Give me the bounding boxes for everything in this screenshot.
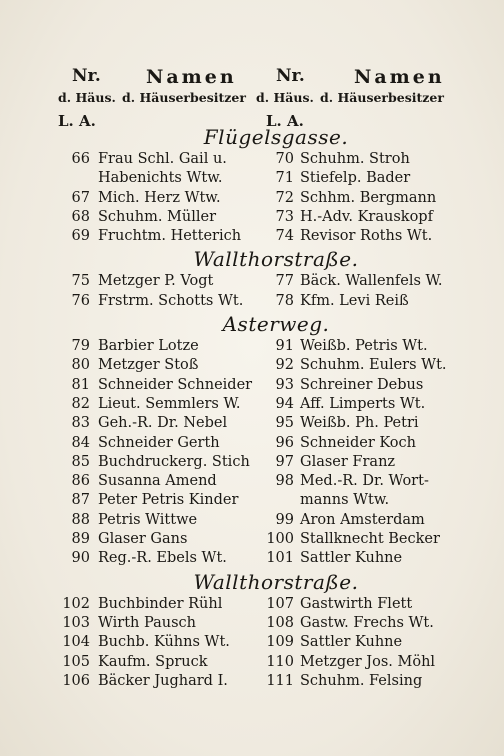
header-namen-right: Namen (354, 66, 445, 88)
owner-left: Fruchtm. Hetterich (98, 228, 242, 245)
owner-right: Stiefelp. Bader (300, 170, 411, 187)
owner-right: Gastw. Frechs Wt. (300, 614, 434, 631)
house-row (56, 208, 476, 227)
house-number-right: 78 (275, 292, 294, 309)
house-number-left: 105 (62, 653, 90, 670)
house-number-right: 93 (275, 376, 294, 393)
house-number-left: 82 (71, 395, 90, 412)
street-heading: Wallthorstraße. (193, 247, 359, 272)
owner-right: Aff. Limperts Wt. (300, 395, 426, 412)
house-number-right: 98 (275, 473, 294, 490)
owner-right: Schneider Koch (300, 434, 416, 451)
house-number-right: 96 (275, 434, 294, 451)
street-heading: Flügelsgasse. (203, 125, 349, 149)
house-row (56, 633, 476, 652)
owner-right: Stallknecht Becker (300, 531, 440, 548)
owner-right: Schreiner Debus (300, 376, 424, 393)
house-number-left: 83 (71, 415, 90, 432)
house-number-right: 109 (266, 634, 294, 651)
house-number-right: 100 (266, 531, 294, 548)
house-row (56, 434, 476, 453)
owner-left: Frstrm. Schotts Wt. (98, 292, 244, 309)
owner-right: Metzger Jos. Möhl (300, 653, 436, 670)
house-row (56, 150, 476, 169)
house-number-right: 99 (275, 511, 294, 528)
house-number-right: 111 (266, 672, 294, 689)
owner-left: Geh.-R. Dr. Nebel (98, 415, 228, 432)
owner-left: Glaser Gans (98, 531, 188, 548)
house-number-left: 106 (62, 672, 90, 689)
house-number-right: 91 (275, 338, 294, 355)
owner-left: Wirth Pausch (98, 614, 196, 631)
house-row (56, 272, 476, 291)
owner-left: Buchb. Kühns Wt. (98, 634, 230, 651)
house-number-left: 103 (62, 614, 90, 631)
house-number-right: 71 (275, 170, 294, 187)
house-number-left: 75 (71, 273, 90, 290)
owner-right: Weißb. Ph. Petri (300, 415, 419, 432)
house-row (56, 395, 476, 414)
house-row (56, 227, 476, 246)
house-number-right: 94 (275, 395, 294, 412)
house-number-right: 72 (275, 189, 294, 206)
header-la-left: L. A. (58, 112, 96, 130)
house-row (56, 337, 476, 356)
house-row (56, 653, 476, 672)
house-number-left: 84 (71, 434, 90, 451)
owner-left: Metzger P. Vogt (98, 273, 214, 290)
owner-left: Schuhm. Müller (98, 208, 217, 225)
owner-left: Schneider Schneider (98, 376, 253, 393)
owner-left: Metzger Stoß (98, 357, 199, 374)
header-namen-left: Namen (146, 66, 237, 88)
house-number-right: 110 (266, 653, 294, 670)
house-row (56, 169, 476, 188)
header-owner-right: d. Häuserbesitzer (320, 90, 444, 105)
house-row (56, 292, 476, 311)
owner-left: Bäcker Jughard I. (98, 672, 228, 689)
house-number-right: 95 (275, 415, 294, 432)
house-number-right: 74 (275, 228, 294, 245)
owner-right: Schuhm. Stroh (300, 151, 410, 167)
header-haus-left: d. Häus. (58, 90, 116, 105)
house-row (56, 356, 476, 375)
street-heading: Wallthorstraße. (193, 569, 359, 594)
house-number-left: 85 (71, 453, 90, 470)
owner-right: Glaser Franz (300, 453, 396, 470)
house-row (56, 614, 476, 633)
house-number-left: 86 (71, 473, 90, 490)
house-number-left: 80 (71, 357, 90, 374)
owner-right: Kfm. Levi Reiß (300, 292, 409, 309)
owner-left: Reg.-R. Ebels Wt. (98, 550, 227, 567)
owner-left: Mich. Herz Wtw. (98, 189, 221, 206)
owner-right: Schuhm. Eulers Wt. (300, 357, 447, 374)
house-number-left: 69 (71, 228, 90, 245)
house-number-left: 79 (71, 338, 90, 355)
street-heading: Asterweg. (222, 312, 330, 337)
house-row (56, 472, 476, 491)
house-number-left: 66 (71, 151, 90, 167)
column-header (58, 66, 478, 132)
house-row (56, 491, 476, 510)
house-number-left: 88 (71, 511, 90, 528)
header-haus-right: d. Häus. (256, 90, 314, 105)
owner-right: Aron Amsterdam (300, 511, 425, 528)
house-row (56, 453, 476, 472)
owner-left: Frau Schl. Gail u. (98, 151, 227, 167)
house-row (56, 376, 476, 395)
house-row (56, 549, 476, 568)
house-number-left: 76 (71, 292, 90, 309)
house-number-left: 89 (71, 531, 90, 548)
house-number-right: 97 (275, 453, 294, 470)
owner-right: H.-Adv. Krauskopf (300, 208, 433, 225)
owner-left: Peter Petris Kinder (98, 492, 239, 509)
house-row (56, 672, 476, 691)
owner-right: Bäck. Wallenfels W. (300, 273, 443, 290)
house-number-left: 87 (71, 492, 90, 509)
owner-left: Petris Wittwe (98, 511, 198, 528)
house-number-left: 68 (71, 208, 90, 225)
street-listing (56, 124, 476, 691)
house-number-right: 107 (266, 595, 294, 612)
house-row (56, 530, 476, 549)
house-number-left: 102 (62, 595, 90, 612)
header-owner-left: d. Häuserbesitzer (122, 90, 246, 105)
house-number-right: 77 (275, 273, 294, 290)
owner-left: Habenichts Wtw. (98, 170, 223, 187)
owner-right: Schhm. Bergmann (300, 189, 437, 206)
owner-right: Med.-R. Dr. Wort- (300, 473, 429, 490)
owner-right: Revisor Roths Wt. (300, 228, 433, 245)
house-number-right: 101 (266, 550, 294, 567)
house-row (56, 511, 476, 530)
house-number-right: 73 (275, 208, 294, 225)
header-la-right: L. A. (266, 112, 304, 130)
owner-left: Barbier Lotze (98, 338, 199, 355)
owner-right: Weißb. Petris Wt. (300, 338, 428, 355)
house-row (56, 414, 476, 433)
owner-left: Buchdruckerg. Stich (98, 453, 250, 470)
owner-left: Susanna Amend (98, 473, 217, 490)
house-number-left: 81 (71, 376, 90, 393)
house-number-left: 104 (62, 634, 90, 651)
owner-left: Schneider Gerth (98, 434, 220, 451)
header-nr-left: Nr. (72, 66, 101, 86)
house-number-left: 90 (71, 550, 90, 567)
owner-left: Lieut. Semmlers W. (98, 395, 241, 412)
owner-right: Gastwirth Flett (300, 595, 413, 612)
owner-right: manns Wtw. (300, 492, 390, 509)
house-number-right: 70 (275, 151, 294, 167)
house-number-right: 108 (266, 614, 294, 631)
owner-left: Kaufm. Spruck (98, 653, 208, 670)
owner-right: Schuhm. Felsing (300, 672, 423, 689)
house-row (56, 189, 476, 208)
house-row (56, 595, 476, 614)
owner-right: Sattler Kuhne (300, 550, 403, 567)
house-number-right: 92 (275, 357, 294, 374)
owner-left: Buchbinder Rühl (98, 595, 223, 612)
header-nr-right: Nr. (276, 66, 305, 86)
house-number-left: 67 (71, 189, 90, 206)
owner-right: Sattler Kuhne (300, 634, 403, 651)
